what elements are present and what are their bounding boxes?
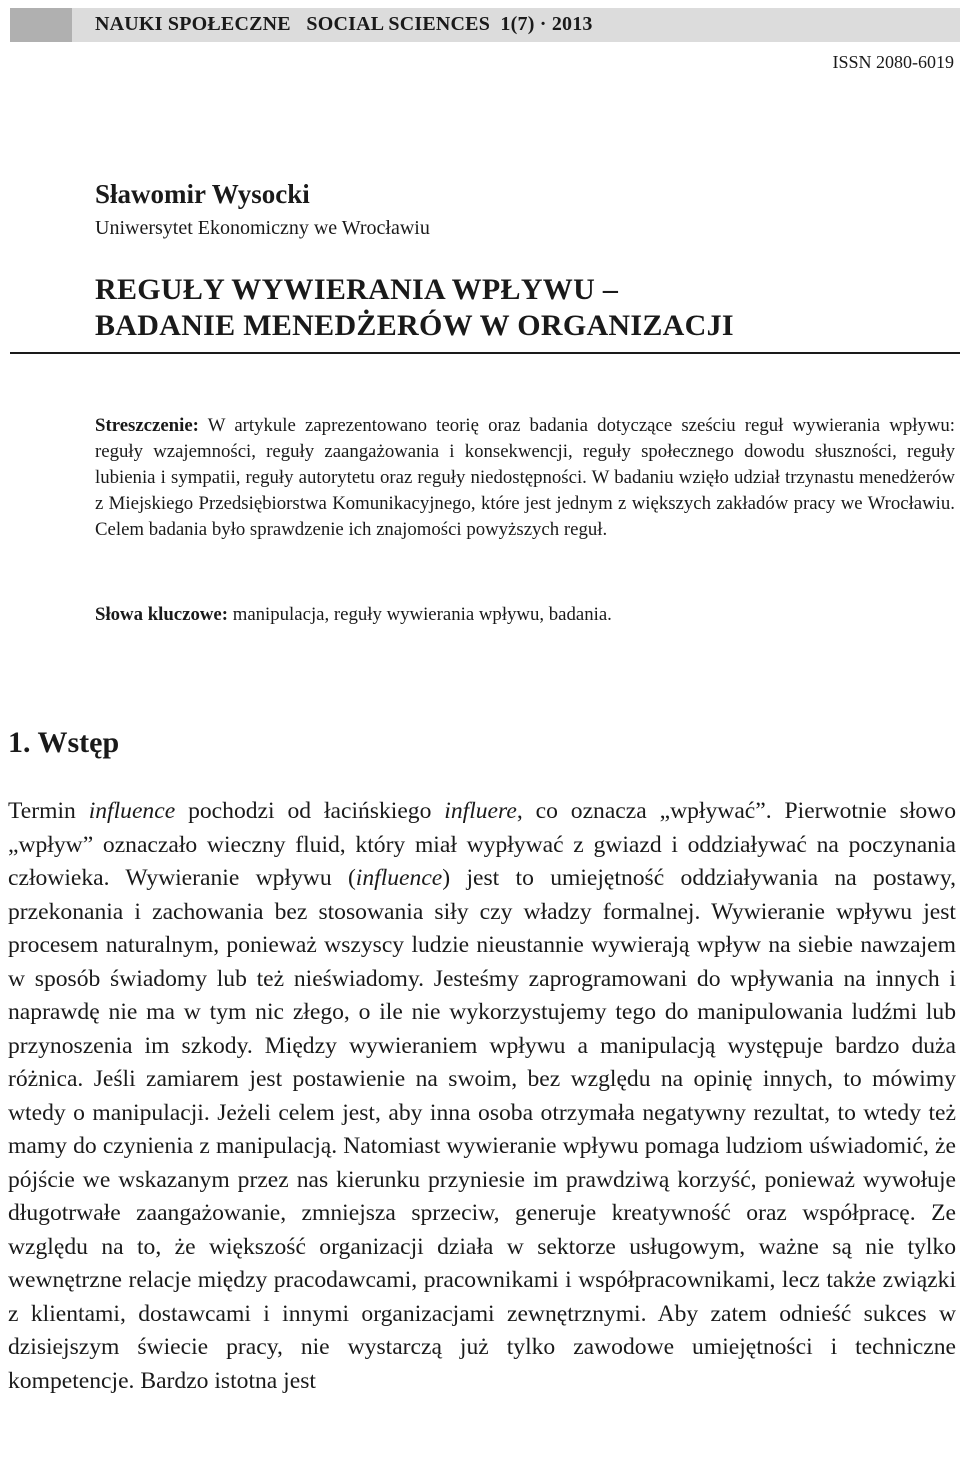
body-italic-3: influence [355, 865, 443, 891]
body-text-3: , co oznacza „wpływać”. Pierwotnie słowo „wpływ” oznaczało wieczny fluid, który miał wypływać z gwiazd i oddziaływać na poczynania człowieka. Wywieranie wpływu ( [8, 798, 957, 891]
article-title-line-2: BADANIE MENEDŻERÓW W ORGANIZACJI [95, 309, 734, 342]
body-italic-2: influere [444, 798, 517, 824]
article-title [95, 272, 734, 344]
abstract-label: Streszczenie: [95, 415, 199, 436]
keywords-label: Słowa kluczowe: [95, 604, 229, 625]
article-title-line-1: REGUŁY WYWIERANIA WPŁYWU – [95, 273, 619, 306]
abstract-text: W artykule zaprezentowano teorię oraz badania dotyczące sześciu reguł wywierania wpływu: reguły wzajemności, reguły zaangażowania i konsekwencji, reguły społecznego dowodu słuszności, reguły lubienia i sympatii, reguły autorytetu oraz reguły niedostępności. W badaniu wzięło udział trzynastu menedżerów z Miejskiego Przedsiębiorstwa Komunikacyjnego, które jest jednym z większych zakładów pracy we Wrocławiu. Celem badania było sprawdzenie ich znajomości powyższych reguł. [95, 415, 955, 540]
title-divider [10, 352, 960, 354]
body-text-2: pochodzi od łacińskiego [175, 798, 445, 824]
section-heading: 1. Wstęp [8, 726, 120, 759]
keywords-text: manipulacja, reguły wywierania wpływu, badania. [228, 604, 612, 625]
body-text-4: ) jest to umiejętność oddziaływania na postawy, przekonania i zachowania bez stosowania siły czy władzy formalnej. Wywieranie wpływu jest procesem naturalnym, ponieważ wszyscy ludzie nieustannie wywierają wpływ na siebie nawzajem w sposób świadomy lub też nieświadomy. Jesteśmy zaprogramowani do wpływania na innych i naprawdę nie ma w tym nic złego, o ile nie wykorzystujemy tego do manipulowania ludźmi lub przynoszenia im szkody. Między wywieraniem wpływu a manipulacją występuje bardzo duża różnica. Jeśli zamiarem jest postawienie na swoim, bez względu na opinię innych, to mówimy wtedy o manipulacji. Jeżeli celem jest, aby inna osoba otrzymała negatywny rezultat, to wtedy też mamy do czynienia z manipulacją. Natomiast wywieranie wpływu pomaga ludziom uświadomić, że pójście we wskazanym przez nas kierunku przyniesie im prawdziwą korzyść, ponieważ wywołuje długotrwałe zaangażowanie, zmniejsza sprzeciw, generuje kreatywność oraz współpracę. Ze względu na to, że większość organizacji działa w sektorze usługowym, ważne są nie tylko wewnętrzne relacje między pracodawcami, pracownikami i współpracownikami, lecz także związki z klientami, dostawcami i innymi organizacjami zewnętrznymi. Aby zatem odnieść sukces w dzisiejszym świecie pracy, nie wystarczą już tylko zawodowe umiejętności i techniczne kompetencje. Bardzo istotna jest [8, 865, 956, 1394]
issn: ISSN 2080-6019 [832, 52, 954, 72]
body-italic-1: influence [88, 798, 176, 824]
body-paragraph [8, 795, 956, 1398]
author-affiliation: Uniwersytet Ekonomiczny we Wrocławiu [95, 217, 430, 239]
abstract [95, 413, 955, 543]
header-mark [10, 8, 72, 42]
author-name: Sławomir Wysocki [95, 179, 310, 209]
keywords [95, 602, 955, 628]
body-text-1: Termin [8, 798, 89, 824]
journal-name: NAUKI SPOŁECZNE SOCIAL SCIENCES 1(7) · 2013 [95, 13, 593, 35]
